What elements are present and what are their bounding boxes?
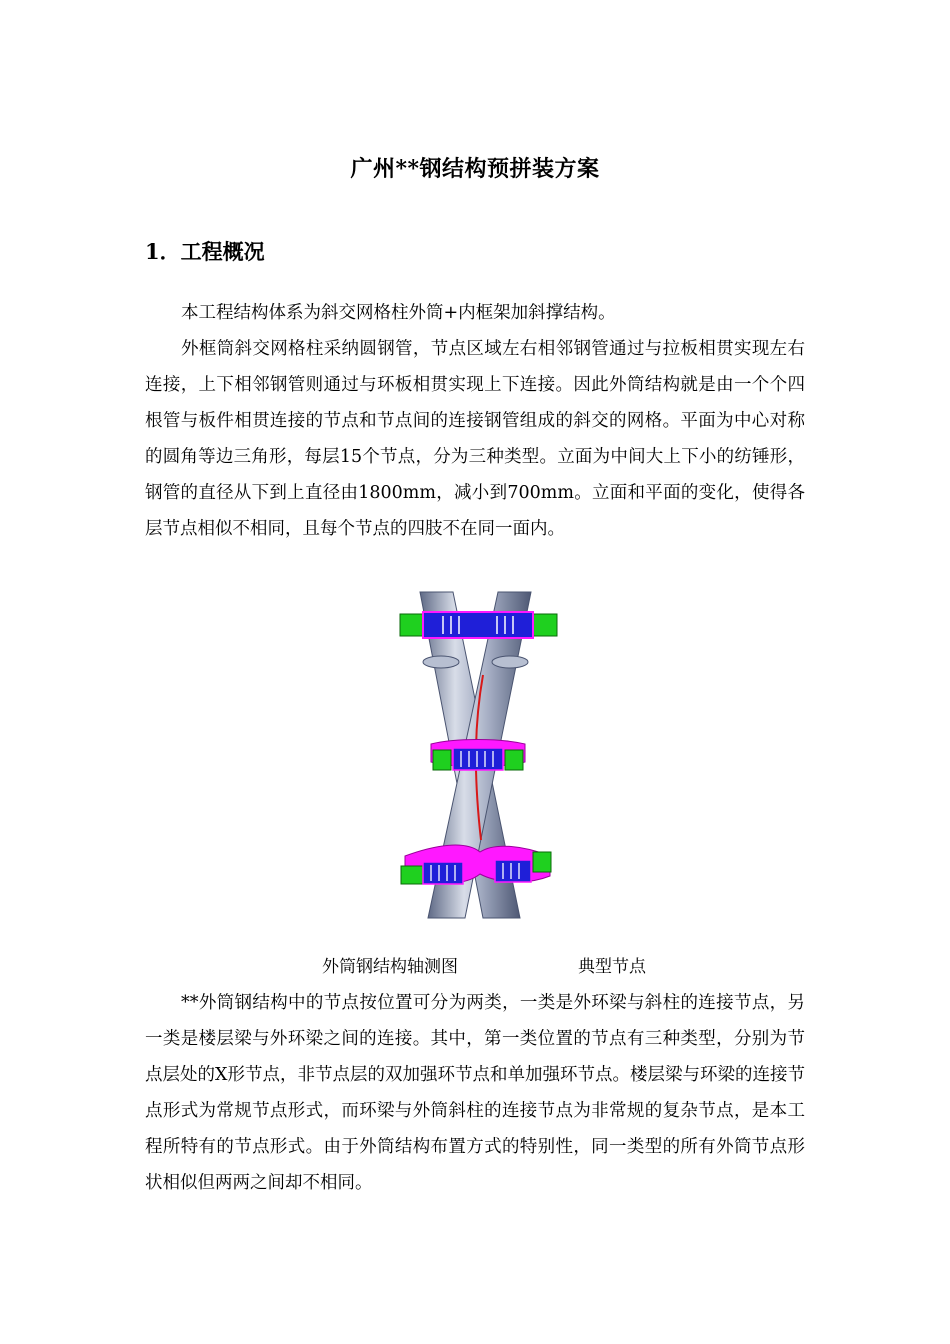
page-title: 广州**钢结构预拼装方案 bbox=[350, 156, 600, 182]
figure-caption-typical-node: 典型节点 bbox=[578, 957, 646, 977]
paragraph-structure-system: 本工程结构体系为斜交网格柱外筒+内框架加斜撑结构。 bbox=[181, 303, 616, 323]
paragraph-outer-frame: 外框筒斜交网格柱采纳圆钢管，节点区域左右相邻钢管通过与拉板相贯实现左右连接，上下相邻钢管则通过与环板相贯实现上下连接。因此外筒结构就是由一个个四根管与板件相贯连接的节点和节点间的连接钢管组成的斜交的网格。平面为中心对称的圆角等边三角形，每层15个节点，分为三种类型。立面为中间大上下小的纺锤形，钢管的直径从下到上直径由1800mm，减小到700mm。立面和平面的变化，使得各层节点相似不相同，且每个节点的四肢不在同一面内。 bbox=[145, 339, 805, 539]
typical-node-figure bbox=[395, 590, 560, 922]
section-heading: 1．工程概况 bbox=[145, 239, 265, 264]
paragraph-node-types: **外筒钢结构中的节点按位置可分为两类，一类是外环梁与斜柱的连接节点，另一类是楼层梁与外环梁之间的连接。其中，第一类位置的节点有三种类型，分别为节点层处的X形节点，非节点层的双加强环节点和单加强环节点。楼层梁与环梁的连接节点形式为常规节点形式，而环梁与外筒斜柱的连接节点为非常规的复杂节点，是本工程所特有的节点形式。由于外筒结构布置方式的特别性，同一类型的所有外筒节点形状相似但两两之间却不相同。 bbox=[145, 993, 805, 1193]
figure-caption-axonometric: 外筒钢结构轴测图 bbox=[322, 957, 458, 977]
steel-node-illustration bbox=[395, 590, 560, 922]
